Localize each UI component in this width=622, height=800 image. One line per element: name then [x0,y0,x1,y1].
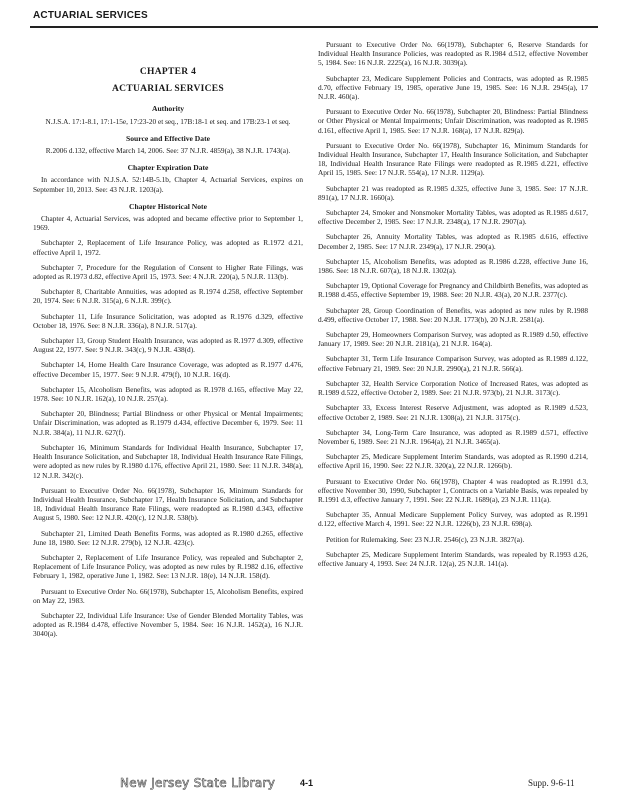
supplement-date: Supp. 9-6-11 [528,778,575,788]
history-paragraph: Pursuant to Executive Order No. 66(1978), Chapter 4 was readopted as R.1991 d.3, effective November 30, 1990, Subchapter 1, Contracts on a Variable Basis, was repealed by R.1991 d.3, effective January 7, 1991. See: 22 N.J.R. 1689(a), 23 N.J.R. 111(a). [318,476,588,504]
history-paragraph: Subchapter 22, Individual Life Insurance: Use of Gender Blended Mortality Tables, was adopted as R.1984 d.478, effective November 5, 1984. See: 16 N.J.R. 1452(a), 16 N.J.R. 3040(a). [33,610,303,639]
history-paragraph: Subchapter 16, Minimum Standards for Individual Health Insurance, Subchapter 17, Health Insurance Solicitation, and Subchapter 18, Individual Health Insurance Rate Filings, were adopted as new rules by R.1980 d.176, effective April 21, 1980. See: 11 N.J.R. 348(a), 12 N.J.R. 342(c). [33,442,303,480]
history-paragraph: Subchapter 11, Life Insurance Solicitation, was adopted as R.1976 d.329, effective October 18, 1976. See: 8 N.J.R. 336(a), 8 N.J.R. 517(a). [33,311,303,330]
history-paragraph: Subchapter 33, Excess Interest Reserve Adjustment, was adopted as R.1989 d.523, effective October 2, 1989. See: 21 N.J.R. 1308(a), 21 N.J.R. 3175(c). [318,403,588,422]
authority-text: N.J.S.A. 17:1-8.1, 17:1-15e, 17:23-20 et seq., 17B:18-1 et seq. and 17B:23-1 et seq. [45,116,291,126]
page-number: 4-1 [300,778,314,788]
history-paragraph: Subchapter 25, Medicare Supplement Interim Standards, was adopted as R.1990 d.214, effective April 16, 1990. See: 22 N.J.R. 320(a), 22 N.J.R. 1266(b). [318,452,588,471]
history-paragraph: Subchapter 28, Group Coordination of Benefits, was adopted as new rules by R.1988 d.499, effective October 17, 1988. See: 20 N.J.R. 1773(b), 20 N.J.R. 2581(a). [318,305,588,324]
left-column [33,68,303,645]
history-paragraph: Pursuant to Executive Order No. 66(1978), Subchapter 16, Minimum Standards for Individual Health Insurance, Subchapter 17, Health Insurance Solicitation, and Subchapter 18, Individual Health Insurance Rate Filings were readopted as R.1985 d.221, effective April 15, 1985. See: 17 N.J.R. 554(a), 17 N.J.R. 1129(a). [318,140,588,178]
history-notes-left [33,214,303,639]
history-heading: Chapter Historical Note [129,201,207,211]
history-paragraph: Subchapter 24, Smoker and Nonsmoker Mortality Tables, was adopted as R.1985 d.617, effective December 2, 1985. See: 17 N.J.R. 2348(a), 17 N.J.R. 2907(a). [318,208,588,227]
history-paragraph: Subchapter 31, Term Life Insurance Comparison Survey, was adopted as R.1989 d.122, effective February 21, 1989. See: 20 N.J.R. 2990(a), 21 N.J.R. 566(a). [318,354,588,373]
history-paragraph: Subchapter 21 was readopted as R.1985 d.325, effective June 3, 1985. See: 17 N.J.R. 891(a), 17 N.J.R. 1660(a). [318,183,588,202]
history-paragraph: Subchapter 8, Charitable Annuities, was adopted as R.1974 d.258, effective September 20, 1974. See: 6 N.J.R. 315(a), 6 N.J.R. 399(c). [33,287,303,306]
expiration-text: In accordance with N.J.S.A. 52:14B-5.1b, Chapter 4, Actuarial Services, expires on September 10, 2013. See: 43 N.J.R. 1203(a). [33,175,303,194]
history-paragraph: Subchapter 13, Group Student Health Insurance, was adopted as R.1977 d.309, effective August 22, 1977. See: 9 N.J.R. 343(c), 9 N.J.R. 438(d). [33,336,303,355]
history-paragraph: Subchapter 23, Medicare Supplement Policies and Contracts, was adopted as R.1985 d.70, effective February 19, 1985, operative June 19, 1985. See: 16 N.J.R. 2945(a), 17 N.J.R. 460(a). [318,73,588,102]
history-paragraph: Subchapter 32, Health Service Corporation Notice of Increased Rates, was adopted as R.1989 d.522, effective October 2, 1989. See: 21 N.J.R. 973(b), 21 N.J.R. 3173(c). [318,378,588,398]
history-paragraph: Subchapter 15, Alcoholism Benefits, was adopted as R.1986 d.228, effective June 16, 1986. See: 18 N.J.R. 607(a), 18 N.J.R. 1302(a). [318,256,588,276]
authority-heading: Authority [151,104,185,114]
history-paragraph: Pursuant to Executive Order No. 66(1978), Subchapter 6, Reserve Standards for Individual Health Insurance Policies, was readopted as R.1984 d.512, effective November 5, 1984. See: 16 N.J.R. 2225(a), 16 N.J.R. 3039(a). [318,40,588,68]
history-paragraph: Subchapter 2, Replacement of Life Insurance Policy, was repealed and Subchapter 2, Replacement of Life Insurance Policy, was adopted as new rules by R.1982 d.16, effective February 1, 1982, operative June 1, 1982. See: 13 N.J.R. 18(e), 14 N.J.R. 158(d). [33,552,303,581]
history-paragraph: Pursuant to Executive Order No. 66(1978), Subchapter 15, Alcoholism Benefits, expired on May 22, 1983. [33,586,303,605]
running-header: ACTUARIAL SERVICES [33,10,148,21]
expiration-heading: Chapter Expiration Date [127,163,209,173]
chapter-number: CHAPTER 4 [139,67,197,77]
history-paragraph: Subchapter 14, Home Health Care Insurance Coverage, was adopted as R.1977 d.476, effective December 15, 1977. See: 9 N.J.R. 479(f), 10 N.J.R. 16(d). [33,360,303,379]
history-paragraph: Pursuant to Executive Order No. 66(1978), Subchapter 20, Blindness: Partial Blindness or Other Physical or Mental Impairments; Unfair Discrimination, was readopted as R.1985 d.161, effective April 1, 1985. See: 17 N.J.R. 168(a), 17 N.J.R. 829(a). [318,107,588,135]
history-paragraph: Chapter 4, Actuarial Services, was adopted and became effective prior to September 1, 1969. [33,214,303,233]
chapter-title: ACTUARIAL SERVICES [112,84,224,95]
history-paragraph: Subchapter 20, Blindness; Partial Blindness or other Physical or Mental Impairments; Unfair Discrimination, was adopted as R.1979 d.434, effective December 6, 1979. See: 11 N.J.R. 384(a), 11 N.J.R. 627(f). [33,409,303,437]
history-paragraph: Pursuant to Executive Order No. 66(1978), Subchapter 16, Minimum Standards for Individual Health Insurance, Subchapter 17, Health Insurance Solicitation, and Subchapter 18, Individual Health Insurance Rate Filings, were readopted as R.1980 d.343, effective August 5, 1980. See: 12 N.J.R. 420(c), 12 N.J.R. 538(b). [33,485,303,523]
right-column [318,40,588,574]
history-paragraph: Subchapter 25, Medicare Supplement Interim Standards, was repealed by R.1993 d.26, effective January 4, 1993. See: 24 N.J.R. 12(a), 25 N.J.R. 141(a). [318,549,588,568]
history-paragraph: Subchapter 21, Limited Death Benefits Forms, was adopted as R.1980 d.265, effective June 18, 1980. See: 12 N.J.R. 279(b), 12 N.J.R. 423(c). [33,528,303,547]
history-paragraph: Subchapter 19, Optional Coverage for Pregnancy and Childbirth Benefits, was adopted as R.1988 d.455, effective September 19, 1988. See: 20 N.J.R. 43(a), 20 N.J.R. 2377(c). [318,281,589,300]
library-watermark: New Jersey State Library [120,776,276,790]
history-paragraph: Subchapter 26, Annuity Mortality Tables, was adopted as R.1985 d.616, effective December 2, 1985. See: 17 N.J.R. 2349(a), 17 N.J.R. 290(a). [318,232,588,251]
history-paragraph: Subchapter 35, Annual Medicare Supplement Policy Survey, was adopted as R.1991 d.122, effective March 4, 1991. See: 22 N.J.R. 1226(b), 23 N.J.R. 698(a). [318,510,588,529]
history-paragraph: Subchapter 29, Homeowners Comparison Survey, was adopted as R.1989 d.50, effective January 17, 1989. See: 20 N.J.R. 2181(a), 21 N.J.R. 164(a). [318,330,588,349]
history-paragraph: Subchapter 7, Procedure for the Regulation of Consent to Higher Rate Filings, was adopted as R.1973 d.82, effective April 15, 1973. See: 4 N.J.R. 220(a), 5 N.J.R. 113(b). [33,262,303,282]
history-paragraph: Subchapter 2, Replacement of Life Insurance Policy, was adopted as R.1972 d.21, effective April 1, 1972. [33,238,303,257]
history-paragraph: Subchapter 34, Long-Term Care Insurance, was adopted as R.1989 d.571, effective November 6, 1989. See: 21 N.J.R. 1964(a), 21 N.J.R. 3465(a). [318,427,588,446]
history-paragraph: Subchapter 15, Alcoholism Benefits, was adopted as R.1978 d.165, effective May 22, 1978. See: 10 N.J.R. 162(a), 10 N.J.R. 257(a). [33,384,303,404]
source-heading: Source and Effective Date [125,133,210,143]
source-text: R.2006 d.132, effective March 14, 2006. See: 37 N.J.R. 4859(a), 38 N.J.R. 1743(a). [45,146,291,156]
history-paragraph: Petition for Rulemaking. See: 23 N.J.R. 2546(c), 23 N.J.R. 3827(a). [326,534,525,544]
header-rule [30,26,598,28]
